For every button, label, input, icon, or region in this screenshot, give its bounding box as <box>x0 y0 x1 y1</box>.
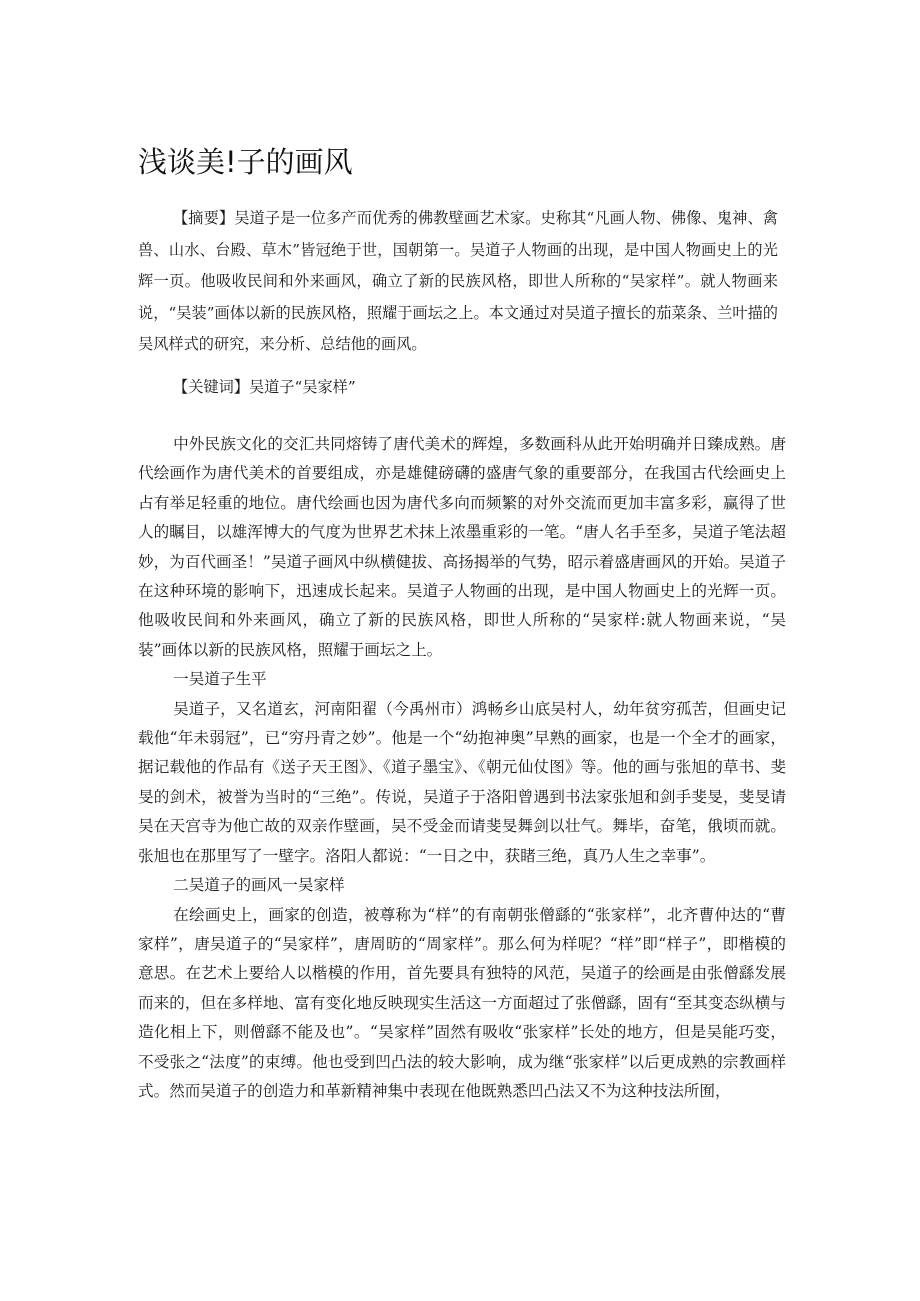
section-heading-style: 二吴道子的画风一吴家样 <box>173 876 345 895</box>
biography-paragraph: 吴道子，又名道玄，河南阳翟（今禹州市）鸿畅乡山底吴村人，幼年贫穷孤苦，但画史记载他“年未弱冠”，已“穷丹青之妙”。他是一个“幼抱神奥”早熟的画家，也是一个全才的画家，据记载他的作品有《送子天王图》、《道子墨宝》、《朝元仙仗图》等。他的画与张旭的草书、斐旻的剑术，被誉为当时的“三绝”。传说，吴道子于洛阳曾遇到书法家张旭和剑手斐旻，斐旻请吴在天宫寺为他亡故的双亲作壁画，吴不受金而请斐旻舞剑以壮气。舞毕，奋笔，俄顷而就。张旭也在那里写了一壁字。洛阳人都说：“一日之中，获睹三绝，真乃人生之幸事”。 <box>138 699 786 865</box>
section-heading-biography: 一吴道子生平 <box>173 670 267 689</box>
intro-paragraph: 中外民族文化的交汇共同熔铸了唐代美术的辉煌，多数画科从此开始明确并日臻成熟。唐代绘画作为唐代美术的首要组成，亦是雄健磅礴的盛唐气象的重要部分，在我国古代绘画史上占有举足轻重的地位。唐代绘画也因为唐代多向而频繁的对外交流而更加丰富多彩，赢得了世人的瞩目，以雄浑博大的气度为世界艺术抹上浓墨重彩的一笔。“唐人名手至多，吴道子笔法超妙，为百代画圣！”吴道子画风中纵横健拔、高扬揭举的气势，昭示着盛唐画风的开始。吴道子在这种环境的影响下，迅速成长起来。吴道子人物画的出现，是中国人物画史上的光辉一页。他吸收民间和外来画风，确立了新的民族风格，即世人所称的“吴家样:就人物画来说，“吴装”画体以新的民族风格，照耀于画坛之上。 <box>138 435 786 659</box>
body-text <box>138 430 786 1106</box>
keywords-line: 【关键词】吴道子“吴家样” <box>173 378 356 396</box>
style-paragraph: 在绘画史上，画家的创造，被尊称为“样”的有南朝张僧繇的“张家样”，北齐曹仲达的“曹家样”，唐吴道子的“吴家样”，唐周昉的“周家样”。那么何为样呢？“样”即“样子”，即楷模的意思。在艺术上要给人以楷模的作用，首先要具有独特的风范，吴道子的绘画是由张僧繇发展而来的，但在多样地、富有变化地反映现实生活这一方面超过了张僧繇，固有“至其变态纵横与造化相上下，则僧繇不能及也”。“吴家样”固然有吸收“张家样”长处的地方，但是吴能巧变，不受张之“法度”的束缚。他也受到凹凸法的较大影响，成为继“张家样”以后更成熟的宗教画样式。然而吴道子的创造力和革新精神集中表现在他既熟悉凹凸法又不为这种技法所囿， <box>138 905 786 1100</box>
page-title: 浅谈美!子的画风 <box>138 145 353 179</box>
abstract-paragraph: 【摘要】吴道子是一位多产而优秀的佛教壁画艺术家。史称其“凡画人物、佛像、鬼神、禽兽、山水、台殿、草木”皆冠绝于世，国朝第一。吴道子人物画的出现，是中国人物画史上的光辉一页。他吸收民间和外来画风，确立了新的民族风格，即世人所称的“吴家样”。就人物画来说，“吴装”画体以新的民族风格，照耀于画坛之上。本文通过对吴道子擅长的茄菜条、兰叶描的吴风样式的研究，来分析、总结他的画风。 <box>138 209 778 353</box>
